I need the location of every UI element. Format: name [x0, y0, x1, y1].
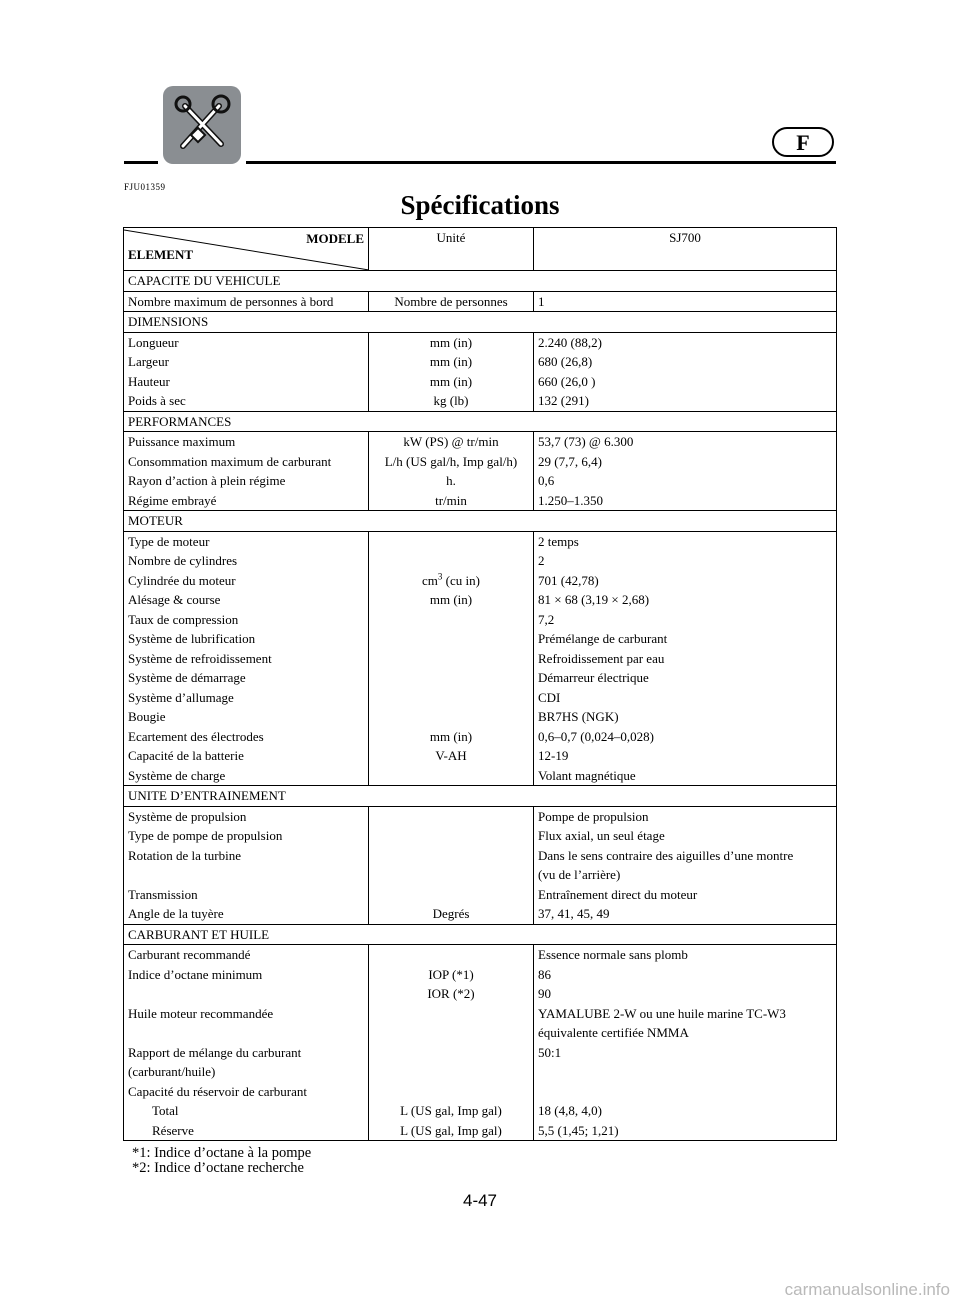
row-value-text: 0,6 [538, 473, 555, 488]
header-element: ELEMENT [128, 246, 194, 262]
row-unit [369, 531, 534, 551]
section-title: MOTEUR [124, 511, 837, 532]
page-title: Spécifications [400, 190, 560, 220]
row-value-text: 50:1 [538, 1044, 562, 1060]
row-item-text: Ecartement des électrodes [128, 728, 264, 744]
section-header-row [124, 511, 837, 532]
row-item [124, 945, 369, 965]
row-value [534, 291, 837, 312]
row-value [534, 1004, 837, 1043]
row-item [124, 688, 369, 708]
row-value [534, 965, 837, 985]
table-row [124, 806, 837, 826]
row-value-text: YAMALUBE 2-W ou une huile marine TC-W3 [538, 1005, 786, 1021]
row-unit-text: Nombre de personnes [394, 293, 508, 309]
row-value [534, 945, 837, 965]
row-value [534, 1101, 837, 1121]
table-row [124, 452, 837, 472]
table-row [124, 629, 837, 649]
table-row [124, 551, 837, 571]
row-item-text: Largeur [128, 354, 169, 369]
row-unit [369, 491, 534, 511]
row-unit [369, 352, 534, 372]
row-item [124, 571, 369, 591]
table-row [124, 491, 837, 511]
table-row [124, 352, 837, 372]
row-value [534, 391, 837, 411]
row-item [124, 1043, 369, 1082]
row-unit [369, 984, 534, 1004]
header-unit: Unité [369, 228, 534, 271]
row-item [124, 668, 369, 688]
row-item-text: Nombre de cylindres [128, 553, 238, 568]
tools-icon [163, 86, 241, 164]
row-item-text: Total [152, 1103, 179, 1118]
row-unit-text: kg (lb) [433, 393, 469, 408]
section-header-row [124, 786, 837, 807]
row-unit-superscript: 3 [437, 571, 443, 582]
table-row [124, 984, 837, 1004]
row-item-text: Alésage & course [128, 592, 221, 607]
row-item [124, 1004, 369, 1043]
row-unit [369, 391, 534, 411]
header-rule-left [124, 161, 158, 164]
row-item-text: Capacité du réservoir de carburant [128, 1083, 308, 1099]
row-item-text: Système de propulsion [128, 808, 247, 824]
header-rule-right [246, 161, 836, 164]
row-value [534, 332, 837, 352]
row-unit-text: L (US gal, Imp gal) [400, 1103, 502, 1118]
row-item-text: Réserve [152, 1122, 194, 1138]
spec-table [123, 227, 837, 1141]
section-header-row [124, 924, 837, 945]
row-unit [369, 610, 534, 630]
row-unit-text: h. [446, 473, 456, 488]
row-value [534, 452, 837, 472]
row-unit [369, 826, 534, 846]
row-unit-text: mm (in) [429, 373, 473, 389]
row-unit [369, 649, 534, 669]
row-item-text: Type de moteur [128, 533, 210, 549]
table-row [124, 471, 837, 491]
row-unit [369, 551, 534, 571]
row-value-text: 2.240 (88,2) [538, 334, 602, 350]
table-row [124, 1101, 837, 1121]
row-unit [369, 372, 534, 392]
row-item [124, 610, 369, 630]
row-value-text: Dans le sens contraire des aiguilles d’une montre [538, 847, 794, 863]
row-item-text: Régime embrayé [128, 492, 217, 508]
row-item [124, 727, 369, 747]
row-value-text: 81 × 68 (3,19 × 2,68) [538, 592, 650, 607]
row-item-text: Système de charge [128, 767, 226, 783]
row-unit-text: L (US gal, Imp gal) [400, 1122, 502, 1138]
row-value-text: 132 (291) [538, 393, 589, 408]
footnote-2: *2: Indice d’octane recherche [132, 1160, 304, 1176]
row-value-text: 29 (7,7, 6,4) [538, 453, 602, 469]
row-value-text: Démarreur électrique [538, 670, 649, 685]
row-item-text: Système de démarrage [128, 670, 246, 685]
row-item [124, 885, 369, 905]
row-value [534, 904, 837, 924]
row-value-text: 1 [538, 293, 545, 309]
table-row [124, 432, 837, 452]
row-item [124, 629, 369, 649]
row-item-text: Rayon d’action à plein régime [128, 473, 286, 488]
row-unit [369, 629, 534, 649]
row-value [534, 1043, 837, 1082]
section-title: CAPACITE DU VEHICULE [124, 271, 837, 292]
row-unit-text: L/h (US gal/h, Imp gal/h) [384, 453, 518, 469]
row-item-text: Système de refroidissement [128, 650, 272, 666]
row-item-text: Consommation maximum de carburant [128, 453, 332, 469]
row-value [534, 649, 837, 669]
row-item [124, 372, 369, 392]
row-item-text [128, 984, 364, 1004]
row-value [534, 372, 837, 392]
row-value-text: Flux axial, un seul étage [538, 828, 665, 843]
row-value-text: 37, 41, 45, 49 [538, 906, 610, 921]
row-item-text: Transmission [128, 886, 198, 902]
table-row [124, 372, 837, 392]
row-value [534, 551, 837, 571]
table-row [124, 531, 837, 551]
row-value-text: Entraînement direct du moteur [538, 886, 698, 902]
header-model: SJ700 [534, 228, 837, 271]
table-row [124, 965, 837, 985]
row-value-text-2: (vu de l’arrière) [538, 867, 621, 882]
section-title: UNITE D’ENTRAINEMENT [124, 786, 837, 807]
table-row [124, 707, 837, 727]
row-item [124, 352, 369, 372]
row-unit [369, 571, 534, 591]
row-unit-text: IOP (*1) [428, 966, 474, 982]
row-value-text: BR7HS (NGK) [538, 709, 619, 724]
row-item-text: Système d’allumage [128, 689, 234, 705]
page-number: 4-47 [462, 1191, 498, 1210]
row-value-text-2: équivalente certifiée NMMA [538, 1025, 689, 1040]
row-item [124, 1121, 369, 1141]
row-item [124, 452, 369, 472]
table-row [124, 904, 837, 924]
row-value-text: 18 (4,8, 4,0) [538, 1103, 602, 1118]
section-title: PERFORMANCES [124, 411, 837, 432]
row-item [124, 1101, 369, 1121]
table-row [124, 668, 837, 688]
row-unit-text: mm (in) [429, 592, 473, 607]
row-value [534, 846, 837, 885]
row-unit [369, 452, 534, 472]
section-title: DIMENSIONS [124, 312, 837, 333]
row-item-text: Taux de compression [128, 611, 239, 627]
row-unit [369, 806, 534, 826]
row-value-text: 86 [538, 966, 551, 982]
row-item [124, 391, 369, 411]
table-row [124, 826, 837, 846]
row-unit [369, 846, 534, 885]
row-value [534, 629, 837, 649]
doc-code: FJU01359 [124, 182, 166, 192]
row-item [124, 826, 369, 846]
row-unit-text: cm [422, 572, 438, 588]
row-value-text: 2 [538, 553, 545, 568]
row-item [124, 332, 369, 352]
row-unit [369, 471, 534, 491]
row-unit-text: mm (in) [429, 728, 473, 744]
row-value-text: 2 temps [538, 533, 579, 549]
row-value-text: 0,6–0,7 (0,024–0,028) [538, 728, 654, 744]
row-item [124, 291, 369, 312]
row-unit [369, 291, 534, 312]
row-value [534, 491, 837, 511]
row-unit [369, 668, 534, 688]
row-value [534, 590, 837, 610]
row-value-text: 701 (42,78) [538, 572, 599, 588]
row-unit [369, 885, 534, 905]
row-value [534, 766, 837, 786]
row-item [124, 432, 369, 452]
row-item-text: Système de lubrification [128, 631, 256, 646]
row-unit [369, 965, 534, 985]
row-item [124, 746, 369, 766]
row-value-text: 680 (26,8) [538, 354, 593, 369]
row-value [534, 352, 837, 372]
row-unit-text: mm (in) [429, 354, 473, 369]
row-unit [369, 332, 534, 352]
row-value-text: 660 (26,0 ) [538, 373, 596, 389]
row-value [534, 826, 837, 846]
table-row [124, 766, 837, 786]
row-value [534, 885, 837, 905]
row-value-text: Essence normale sans plomb [538, 947, 688, 962]
row-item-text: Type de pompe de propulsion [128, 828, 283, 843]
row-value [534, 471, 837, 491]
section-header-row [124, 312, 837, 333]
row-unit-text: V-AH [435, 748, 467, 763]
row-value [534, 668, 837, 688]
row-value [534, 688, 837, 708]
language-badge: F [772, 127, 834, 157]
row-value [534, 432, 837, 452]
row-unit-suffix: (cu in) [442, 572, 480, 588]
row-item [124, 846, 369, 885]
row-unit [369, 746, 534, 766]
row-item-text: Cylindrée du moteur [128, 572, 236, 588]
row-value [534, 806, 837, 826]
row-unit [369, 432, 534, 452]
row-item [124, 471, 369, 491]
row-value [534, 984, 837, 1004]
row-item [124, 491, 369, 511]
table-row [124, 746, 837, 766]
row-value-text: Pompe de propulsion [538, 808, 649, 824]
row-value [534, 1082, 837, 1102]
row-value-text: CDI [538, 689, 561, 705]
row-unit [369, 688, 534, 708]
table-row [124, 649, 837, 669]
row-item [124, 707, 369, 727]
row-unit-text: Degrés [432, 906, 470, 921]
row-item [124, 551, 369, 571]
row-value [534, 531, 837, 551]
table-row [124, 1004, 837, 1043]
row-item-text: Hauteur [128, 373, 170, 389]
row-unit-text: IOR (*2) [427, 986, 475, 1001]
table-row [124, 590, 837, 610]
row-unit-text: tr/min [435, 492, 467, 508]
row-value-text: Volant magnétique [538, 767, 636, 783]
table-row [124, 945, 837, 965]
row-unit-text: mm (in) [429, 334, 473, 350]
row-item-text: Nombre maximum de personnes à bord [128, 293, 334, 309]
row-item-text: Longueur [128, 334, 179, 350]
row-unit [369, 707, 534, 727]
row-item-text: Rotation de la turbine [128, 847, 242, 863]
row-unit [369, 1043, 534, 1082]
watermark: carmanualsonline.info [784, 1280, 950, 1299]
row-unit-text: kW (PS) @ tr/min [403, 434, 499, 449]
header-diagonal-cell [124, 228, 369, 271]
row-value-text: 5,5 (1,45; 1,21) [538, 1122, 619, 1138]
row-item [124, 965, 369, 985]
footnote-1: *1: Indice d’octane à la pompe [132, 1145, 312, 1161]
row-value [534, 1121, 837, 1141]
table-row [124, 610, 837, 630]
table-row [124, 1121, 837, 1141]
row-item-text: Bougie [128, 709, 166, 724]
row-item-text: Angle de la tuyère [128, 906, 224, 921]
table-row [124, 571, 837, 591]
row-item [124, 590, 369, 610]
row-value-text: Prémélange de carburant [538, 631, 668, 646]
row-item [124, 904, 369, 924]
row-unit [369, 766, 534, 786]
row-item [124, 531, 369, 551]
row-item-text: Huile moteur recommandée [128, 1005, 274, 1021]
row-value-text: 90 [538, 986, 551, 1001]
row-value-text: 12-19 [538, 748, 569, 763]
row-value-text: 53,7 (73) @ 6.300 [538, 434, 634, 449]
row-unit [369, 1004, 534, 1043]
table-row [124, 1043, 837, 1082]
table-row [124, 291, 837, 312]
row-value-text: 7,2 [538, 611, 555, 627]
section-header-row [124, 271, 837, 292]
row-unit [369, 945, 534, 965]
row-value [534, 571, 837, 591]
row-item [124, 984, 369, 1004]
row-value [534, 727, 837, 747]
row-value [534, 610, 837, 630]
table-row [124, 332, 837, 352]
row-item-text: Poids à sec [128, 393, 186, 408]
row-unit [369, 1121, 534, 1141]
header-modele: MODELE [306, 231, 364, 246]
table-row [124, 1082, 837, 1102]
row-unit [369, 1101, 534, 1121]
row-value [534, 746, 837, 766]
table-row [124, 846, 837, 885]
row-item [124, 649, 369, 669]
table-row [124, 885, 837, 905]
table-row [124, 688, 837, 708]
row-value-text: Refroidissement par eau [538, 650, 665, 666]
row-unit [369, 1082, 534, 1102]
row-value-text: 1.250–1.350 [538, 492, 603, 508]
footnotes [132, 1146, 311, 1176]
row-item-text: Indice d’octane minimum [128, 966, 263, 982]
section-header-row [124, 411, 837, 432]
row-unit [369, 590, 534, 610]
row-item [124, 806, 369, 826]
row-item [124, 1082, 369, 1102]
row-unit [369, 904, 534, 924]
table-header-row [124, 228, 837, 271]
table-row [124, 727, 837, 747]
row-item-text-2: (carburant/huile) [128, 1064, 216, 1079]
row-value [534, 707, 837, 727]
table-row [124, 391, 837, 411]
row-unit [369, 727, 534, 747]
section-title: CARBURANT ET HUILE [124, 924, 837, 945]
row-item-text: Puissance maximum [128, 434, 236, 449]
row-item [124, 766, 369, 786]
row-item-text: Rapport de mélange du carburant [128, 1044, 302, 1060]
row-item-text: Capacité de la batterie [128, 748, 244, 763]
row-item-text: Carburant recommandé [128, 947, 251, 962]
